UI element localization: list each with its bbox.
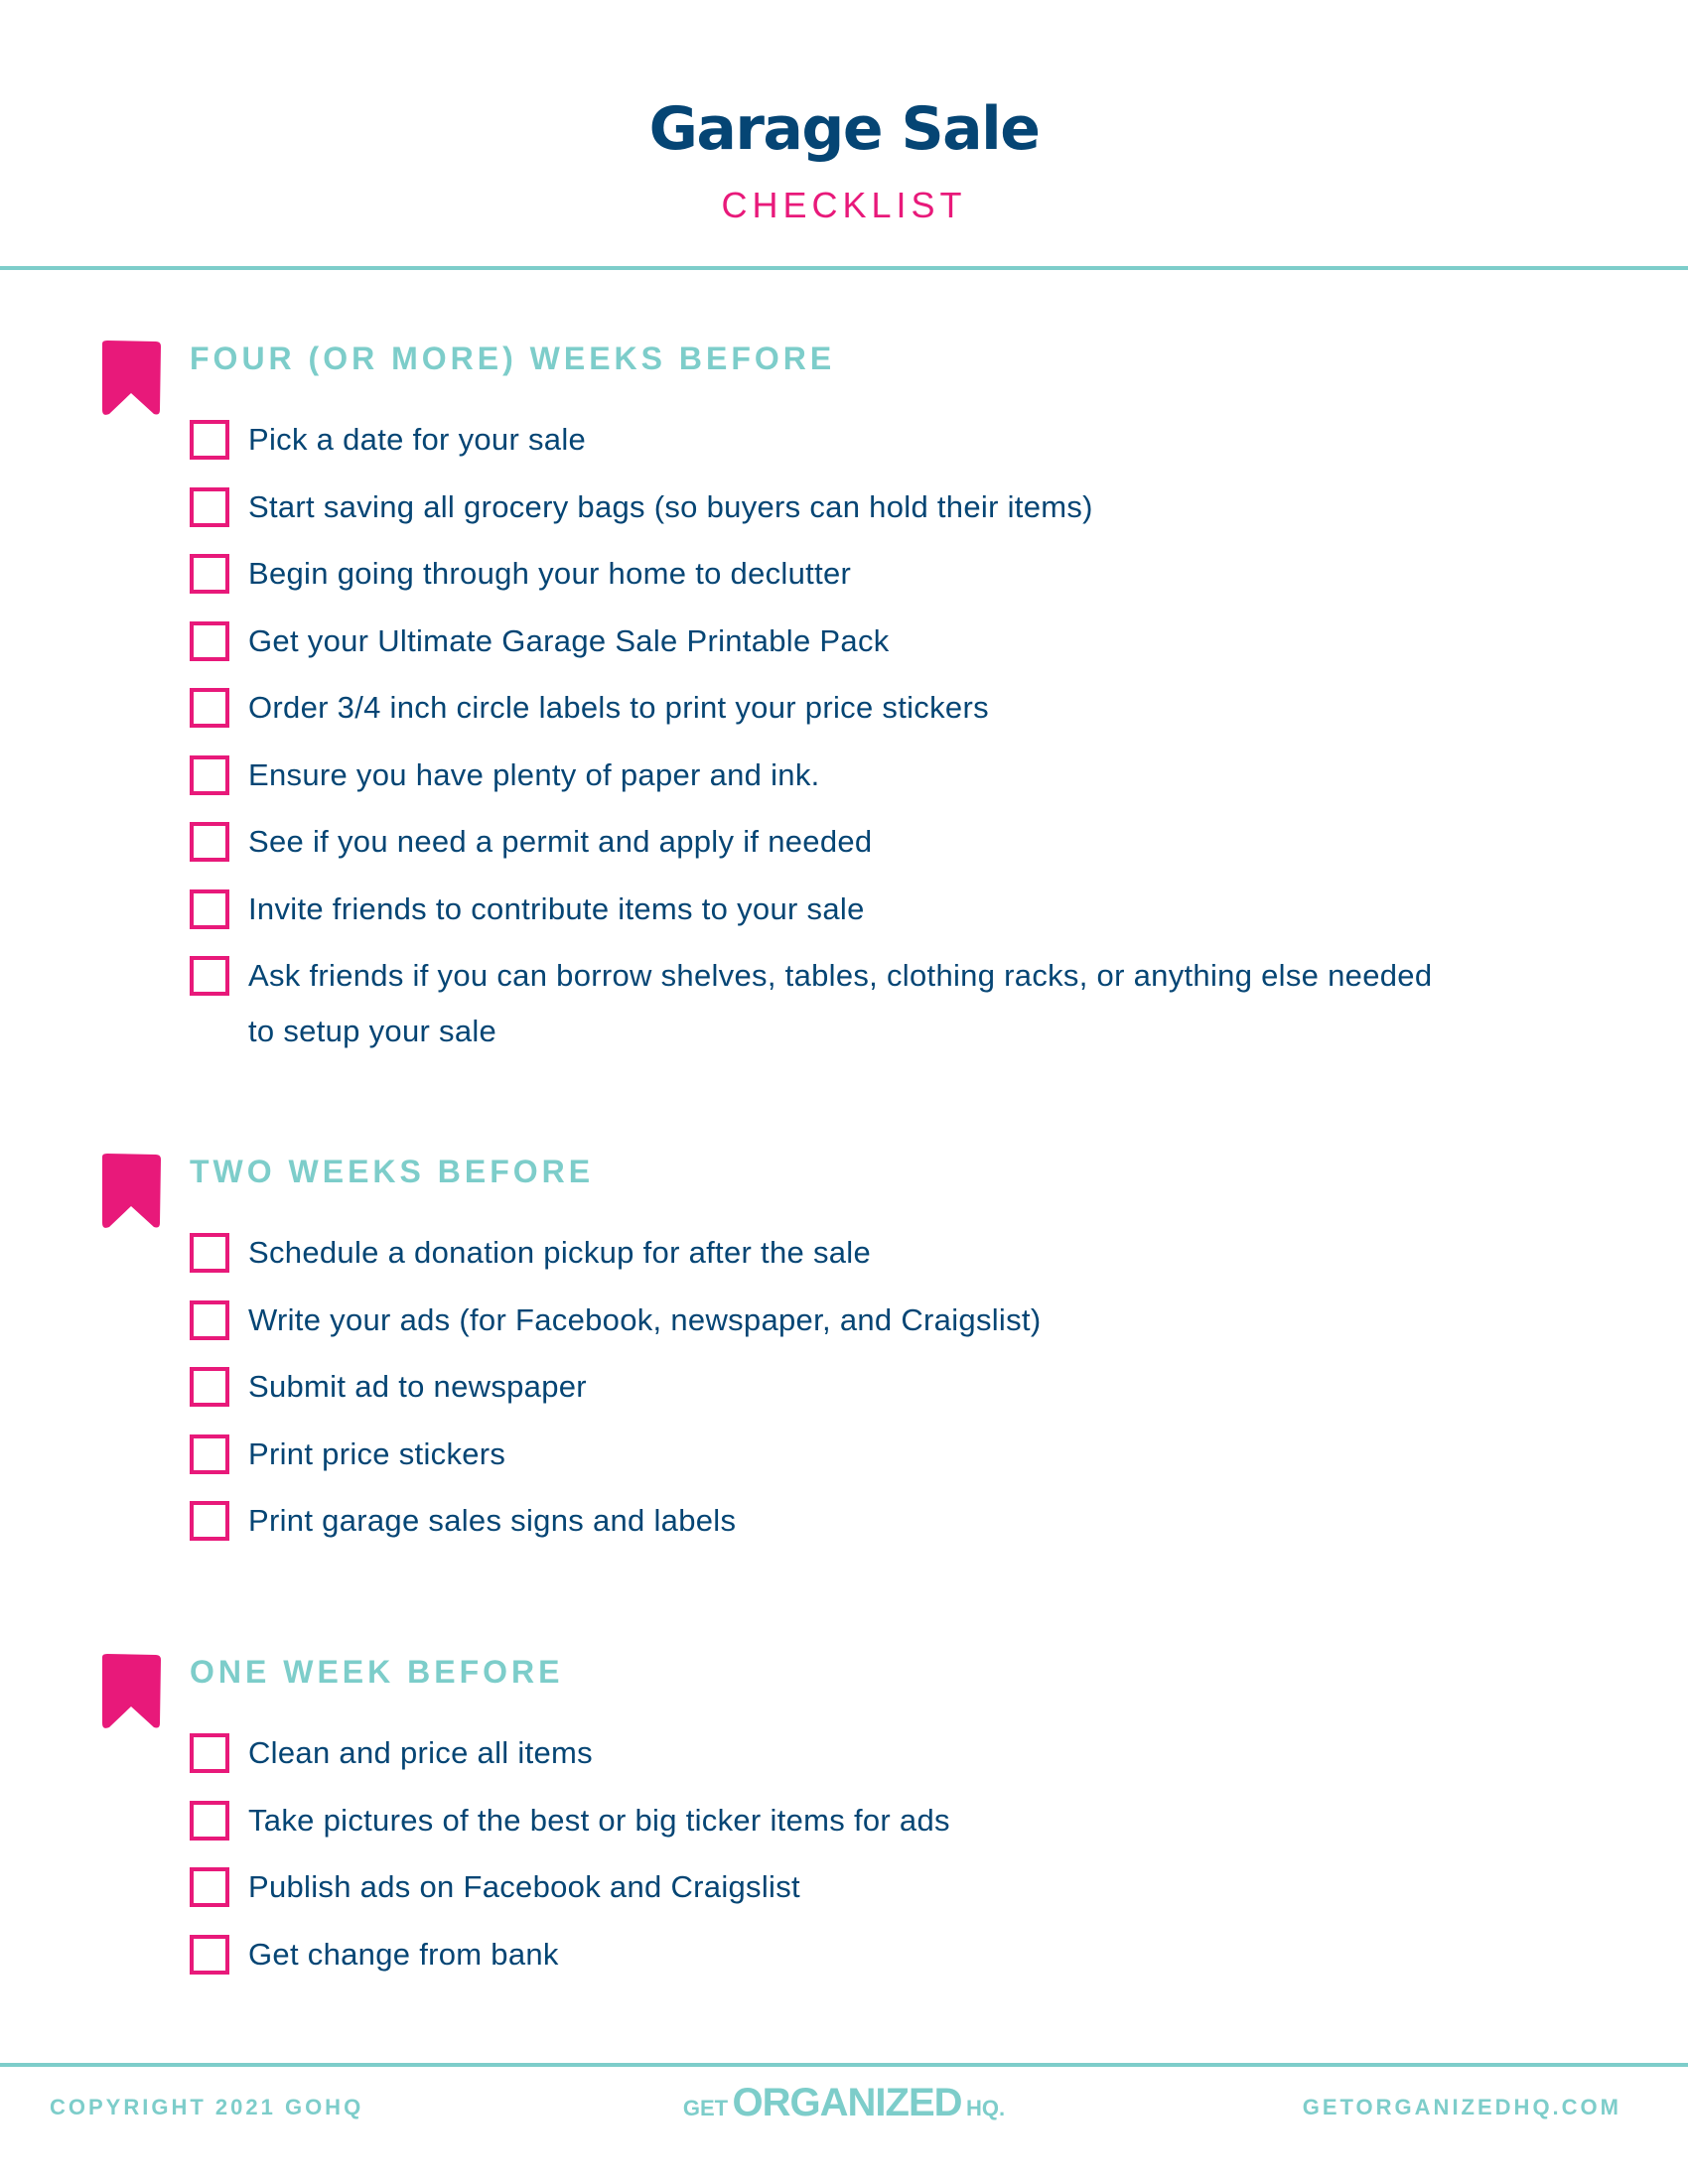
logo-hq: HQ. <box>966 2096 1006 2120</box>
checkbox[interactable] <box>190 688 229 728</box>
checklist <box>190 406 1440 1059</box>
checklist-item-label: Publish ads on Facebook and Craigslist <box>248 1869 800 1904</box>
checklist-item-label: Start saving all grocery bags (so buyers can hold their items) <box>248 488 1093 524</box>
checklist-item-label: Pick a date for your sale <box>248 422 587 457</box>
checklist-item-label: Begin going through your home to declutter <box>248 556 852 591</box>
checkbox[interactable] <box>190 1501 229 1541</box>
website-link[interactable]: GETORGANIZEDHQ.COM <box>1302 2095 1621 2119</box>
checkbox[interactable] <box>190 1733 229 1773</box>
checkbox[interactable] <box>190 889 229 929</box>
checklist-item <box>190 1287 1041 1354</box>
section-heading: FOUR (OR MORE) WEEKS BEFORE <box>190 341 836 376</box>
checklist-item-label: Get change from bank <box>248 1936 559 1972</box>
checklist-item-label: Print garage sales signs and labels <box>248 1503 737 1538</box>
checklist-item <box>190 1921 950 1988</box>
checklist-item <box>190 1421 1041 1488</box>
checklist-item <box>190 1853 950 1921</box>
checkbox[interactable] <box>190 487 229 527</box>
checkbox[interactable] <box>190 1233 229 1273</box>
bookmark-icon <box>99 341 163 416</box>
checklist-item-label: Write your ads (for Facebook, newspaper, and Craigslist) <box>248 1301 1042 1337</box>
checklist-item <box>190 608 1440 675</box>
checklist-item-label: Submit ad to newspaper <box>248 1369 587 1404</box>
bookmark-icon <box>99 1654 163 1729</box>
checkbox[interactable] <box>190 956 229 996</box>
checklist-item <box>190 674 1440 742</box>
checklist-item <box>190 876 1440 943</box>
section-heading: TWO WEEKS BEFORE <box>190 1154 595 1189</box>
checklist-item-label: Get your Ultimate Garage Sale Printable Pack <box>248 622 890 658</box>
checkbox[interactable] <box>190 822 229 862</box>
checkbox[interactable] <box>190 1935 229 1975</box>
checklist-item-label: Print price stickers <box>248 1435 506 1471</box>
checklist-item <box>190 406 1440 474</box>
logo-organized: ORGANIZED <box>732 2081 962 2124</box>
checklist-item-label: Invite friends to contribute items to your sale <box>248 890 865 926</box>
section-heading: ONE WEEK BEFORE <box>190 1654 564 1690</box>
footer-divider <box>0 2063 1688 2067</box>
page-subtitle: CHECKLIST <box>721 185 967 225</box>
checklist-item <box>190 474 1440 541</box>
checkbox[interactable] <box>190 1367 229 1407</box>
checklist-item <box>190 540 1440 608</box>
copyright: COPYRIGHT 2021 GOHQ <box>50 2095 364 2119</box>
checklist-item <box>190 1487 1041 1555</box>
header-divider <box>0 266 1688 270</box>
page-title: Garage Sale <box>648 94 1040 164</box>
checkbox[interactable] <box>190 755 229 795</box>
checklist-item <box>190 1353 1041 1421</box>
checklist-item-label: Clean and price all items <box>248 1735 593 1770</box>
checkbox[interactable] <box>190 621 229 661</box>
checkbox[interactable] <box>190 554 229 594</box>
checkbox[interactable] <box>190 1801 229 1841</box>
checklist-item <box>190 742 1440 809</box>
logo-get: GET <box>682 2096 729 2120</box>
checklist-item <box>190 1219 1041 1287</box>
checklist-item-label: Ensure you have plenty of paper and ink. <box>248 756 820 792</box>
checklist-item <box>190 1719 950 1787</box>
checklist <box>190 1719 950 1987</box>
checklist-item-label: See if you need a permit and apply if needed <box>248 824 873 859</box>
checkbox[interactable] <box>190 1434 229 1474</box>
bookmark-icon <box>99 1154 163 1229</box>
checklist-item-label: Order 3/4 inch circle labels to print your price stickers <box>248 690 989 725</box>
checklist-item <box>190 808 1440 876</box>
checkbox[interactable] <box>190 1867 229 1907</box>
checklist-item <box>190 942 1440 1059</box>
checklist-item-label: Ask friends if you can borrow shelves, tables, clothing racks, or anything else needed to setup your sale <box>248 958 1433 1048</box>
checkbox[interactable] <box>190 420 229 460</box>
checklist-item <box>190 1787 950 1854</box>
checklist <box>190 1219 1041 1555</box>
checklist-item-label: Take pictures of the best or big ticker items for ads <box>248 1802 950 1838</box>
checklist-item-label: Schedule a donation pickup for after the sale <box>248 1235 872 1270</box>
checkbox[interactable] <box>190 1300 229 1340</box>
